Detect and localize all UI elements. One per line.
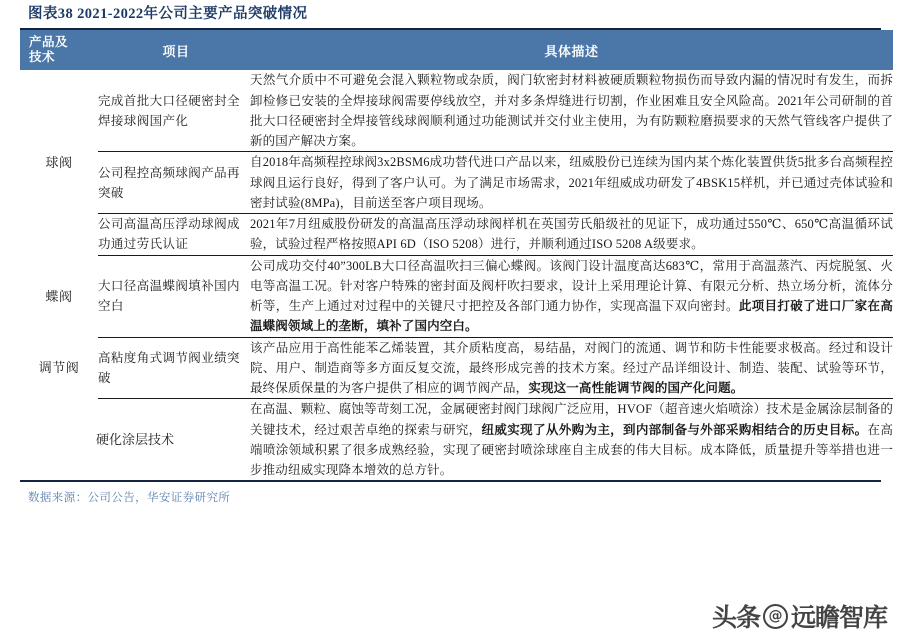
watermark-left-text: 头条 — [711, 603, 760, 632]
table-row — [20, 399, 893, 481]
table-body — [20, 70, 893, 480]
cell-project: 公司程控高频球阀产品再突破 — [98, 152, 250, 214]
product-breakthrough-table — [20, 30, 893, 480]
table-row — [20, 70, 893, 152]
cell-description — [250, 152, 893, 214]
table-row — [20, 152, 893, 214]
description-text: 该产品应用于高性能苯乙烯装置，其介质粘度高，易结晶，对阀门的流通、调节和防卡性能要求极高。经过和设计院、用户、制造商等多方面反复交流，最终形成完善的技术方案。经过产品详细设计、制造、装配、试验等环节，最终保质保量的为客户提供了相应的调节阀产品， — [250, 340, 893, 396]
column-header-category-line2: 技术 — [29, 50, 56, 65]
at-icon: @ — [763, 604, 788, 629]
column-header-category — [20, 30, 98, 70]
cell-category-project-merged: 硬化涂层技术 — [95, 432, 174, 448]
description-text: 天然气介质中不可避免会混入颗粒物或杂质，阀门软密封材料被硬质颗粒物损伤而导致内漏的情况时有发生，而拆卸检修已安装的全焊接球阀需要停线放空，并对多条焊缝进行切割，作业困难且安全风险高。2021年公司研制的首批大口径硬密封全焊接管线球阀顺利通过功能测试并交付业主使用，为有防颗粒磨损要求的天然气管线客户提供了新的国产解决方案。 — [250, 73, 893, 149]
table-row — [20, 214, 893, 256]
description-text: 在高端喷涂领域积累了很多成熟经验，实现了硬密封喷涂球座自主成套的伟大目标。成本降低，质量提升等举措也进一步推动纽威实现降本增效的总方针。 — [250, 422, 893, 478]
table-row — [20, 255, 893, 337]
watermark — [712, 598, 887, 634]
cell-description — [250, 337, 893, 399]
description-emphasis: 此项目打破了进口厂家在高温蝶阀领域上的垄断，填补了国内空白。 — [250, 299, 893, 334]
cell-category: 调节阀 — [38, 360, 80, 376]
column-header-project: 项目 — [162, 43, 190, 59]
column-header-category-line1: 产品及 — [29, 34, 69, 49]
cell-category: 蝶阀 — [45, 288, 73, 304]
table-row — [20, 337, 893, 399]
description-text: 公司成功交付40”300LB大口径高温吹扫三偏心蝶阀。该阀门设计温度高达683℃，常用于高温蒸汽、丙烷脱氢、火电等高温工况。针对客户特殊的密封面及阀杆吹扫要求，设计上采用理论计算、有限元分析、热立场分析，流体分析等，生产上通过对过程中的关键尺寸把控及各部门通力协作，实现高温下双向密封。 — [250, 258, 893, 314]
description-text: 2021年7月纽威股份研发的高温高压浮动球阀样机在英国劳氏船级社的见证下，成功通过550℃、650℃高温循环试验，试验过程严格按照API 6D（ISO 5208）进行，并顺利通过ISO 5208 A级要求。 — [250, 217, 893, 252]
table-header-row — [20, 30, 893, 70]
column-header-description: 具体描述 — [544, 43, 599, 59]
cell-project: 大口径高温蝶阀填补国内空白 — [98, 255, 250, 337]
cell-description — [250, 399, 893, 481]
figure-caption: 图表38 2021-2022年公司主要产品突破情况 — [28, 6, 308, 22]
cell-description — [250, 255, 893, 337]
description-text: 在高温、颗粒、腐蚀等苛刻工况，金属硬密封阀门球阀广泛应用，HVOF（超音速火焰喷涂）技术是金属涂层制备的关键技术，经过艰苦卓绝的探索与研究， — [250, 402, 893, 437]
cell-description — [250, 214, 893, 256]
cell-description — [250, 70, 893, 152]
description-emphasis: 纽威实现了从外购为主，到内部制备与外部采购相结合的历史目标。 — [481, 422, 868, 437]
cell-project: 完成首批大口径硬密封全焊接球阀国产化 — [98, 70, 250, 152]
source-note: 数据来源：公司公告，华安证券研究所 — [28, 492, 231, 505]
cell-project: 公司高温高压浮动球阀成功通过劳氏认证 — [98, 214, 250, 256]
description-text: 自2018年高频程控球阀3x2BSM6成功替代进口产品以来，纽威股份已连续为国内某个炼化装置供货5批多台高频程控球阀且运行良好，得到了客户认可。为了满足市场需求，2021年纽威成功研发了4BSK15样机，并已通过壳体试验和密封试验(8MPa)，目前送至客户项目现场。 — [250, 155, 893, 210]
table-header — [20, 30, 893, 70]
cell-category: 球阀 — [45, 155, 73, 171]
table-container — [20, 28, 893, 480]
watermark-right-text: 远瞻智库 — [790, 603, 887, 632]
description-emphasis: 实现这一高性能调节阀的国产化问题。 — [528, 381, 744, 396]
cell-project: 高粘度角式调节阀业绩突破 — [98, 337, 250, 399]
